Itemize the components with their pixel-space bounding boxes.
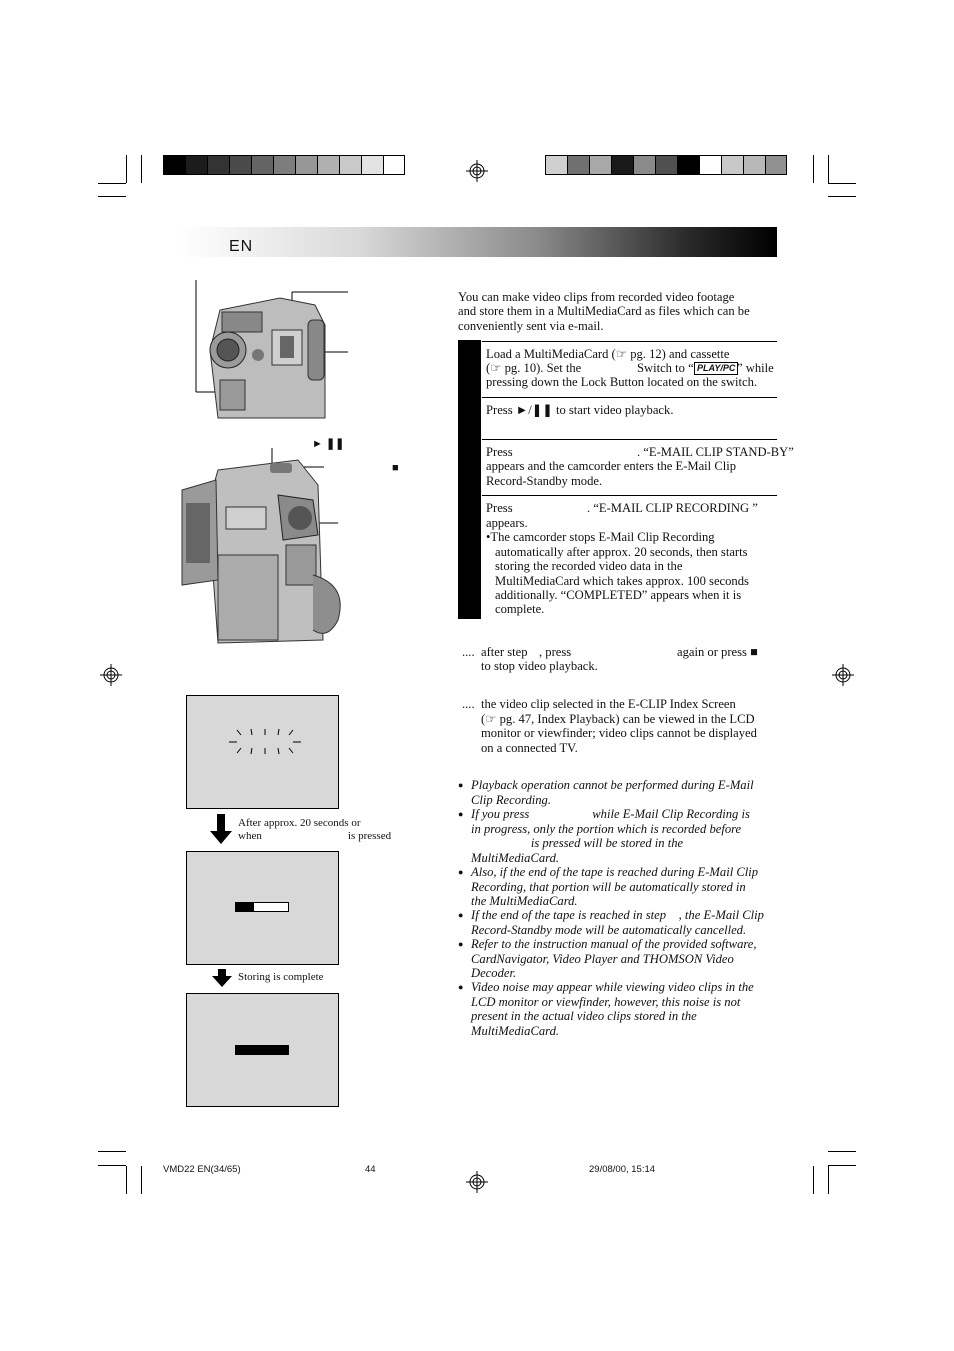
footer-file: VMD22 EN(34/65) [163, 1164, 241, 1175]
color-swatch [383, 155, 405, 175]
swatch-strip-right [545, 155, 787, 175]
stop-label: ■ [392, 462, 399, 474]
step-2-line: Press ►/❚❚ to start video playback. [486, 403, 674, 417]
stop-note-line: to stop video playback. [481, 659, 598, 673]
note-line: present in the actual video clips stored in the [471, 1009, 697, 1023]
play-pause-label: ► ❚❚ [312, 438, 345, 450]
crop-mark [126, 1166, 127, 1194]
note-bullet: ● [458, 939, 464, 949]
registration-mark-icon [832, 664, 854, 686]
stop-note-dots: .... [462, 645, 475, 659]
step-divider [482, 397, 777, 398]
note-bullet: ● [458, 910, 464, 920]
note-line: in progress, only the portion which is recorded before [471, 821, 742, 836]
intro-line: and store them in a MultiMediaCard as files which can be [458, 304, 750, 318]
color-swatch [721, 155, 743, 175]
crop-mark [828, 1151, 856, 1152]
note-line: LCD monitor or viewfinder, however, this noise is not [471, 994, 741, 1009]
step-1-line: Load a MultiMediaCard (☞ pg. 12) and cassette [486, 347, 730, 361]
storing-progress-bar [235, 902, 289, 912]
screen-caption: After approx. 20 seconds or [238, 817, 361, 829]
note-line: Refer to the instruction manual of the provided software, [471, 937, 757, 951]
note-line: MultiMediaCard. [471, 850, 560, 865]
note-line: Clip Recording. [471, 792, 551, 807]
view-note-line: monitor or viewfinder; video clips cannot be displayed [481, 726, 757, 740]
note-line: the MultiMediaCard. [471, 894, 578, 908]
note-line: CardNavigator, Video Player and THOMSON Video [471, 951, 734, 966]
registration-mark-icon [100, 664, 122, 686]
lcd-screen-storing [186, 851, 339, 965]
intro-line: conveniently sent via e-mail. [458, 319, 604, 333]
note-bullet: ● [458, 982, 464, 992]
screen-caption: when [238, 830, 262, 842]
step-divider [482, 439, 777, 440]
step-4-bullet: •The camcorder stops E-Mail Clip Recording [486, 530, 715, 544]
color-swatch [229, 155, 251, 175]
language-label: EN [229, 238, 254, 255]
color-swatch [589, 155, 611, 175]
step-3-line: Record-Standby mode. [486, 474, 603, 488]
step-1-line: Switch to “ [637, 361, 694, 375]
footer-date: 29/08/00, 15:14 [589, 1164, 656, 1175]
crop-mark [98, 196, 126, 197]
note-line: If the end of the tape is reached in step , the E-Mail Clip [471, 908, 764, 922]
color-swatch [677, 155, 699, 175]
note-line: Playback operation cannot be performed during E-Mail [471, 778, 754, 792]
step-4-line: Press [486, 501, 513, 515]
color-swatch [185, 155, 207, 175]
note-line: Also, if the end of the tape is reached during E-Mail Clip [471, 865, 759, 879]
note-line: Video noise may appear while viewing video clips in the [471, 980, 754, 994]
view-note-line: (☞ pg. 47, Index Playback) can be viewed in the LCD [481, 712, 755, 726]
step-4-bullet: additionally. “COMPLETED” appears when it is [495, 588, 742, 602]
note-bullet: ● [458, 809, 464, 819]
note-bullet: ● [458, 780, 464, 790]
note-bullet: ● [458, 867, 464, 877]
note-line: If you press while E-Mail Clip Recording is [471, 807, 750, 821]
step-number-bar [458, 340, 481, 619]
stop-note-line: , press [539, 645, 572, 659]
note-line: Decoder. [471, 966, 517, 980]
crop-mark [813, 1166, 814, 1194]
crop-mark [828, 155, 829, 183]
storing-progress-fill [236, 903, 254, 911]
step-1-line: ” while [737, 361, 774, 375]
crop-mark [98, 1165, 126, 1166]
stop-note-line: again or press ■ [677, 645, 758, 659]
intro-line: You can make video clips from recorded video footage [458, 290, 735, 304]
step-divider [482, 341, 777, 342]
color-swatch [765, 155, 787, 175]
crop-mark [98, 1151, 126, 1152]
color-swatch [567, 155, 589, 175]
crop-mark [828, 183, 856, 184]
step-3-line: . “E-MAIL CLIP STAND-BY” [637, 445, 794, 459]
step-divider [482, 495, 777, 496]
color-swatch [251, 155, 273, 175]
step-3-line: appears and the camcorder enters the E-Mail Clip [486, 459, 737, 473]
step-4-bullet: storing the recorded video data in the [495, 559, 683, 573]
crop-mark [98, 183, 126, 184]
crop-mark [813, 155, 814, 183]
arrow-down-icon [212, 969, 232, 987]
note-line: Recording, that portion will be automatically stored in [471, 879, 746, 894]
registration-mark-icon [466, 160, 488, 182]
color-swatch [743, 155, 765, 175]
step-4-line: . “E-MAIL CLIP RECORDING ” [587, 501, 758, 515]
step-4-bullet: automatically after approx. 20 seconds, then starts [495, 545, 748, 559]
crop-mark [828, 1166, 829, 1194]
step-4-bullet: complete. [495, 602, 545, 616]
stop-note-line: after step [481, 645, 528, 659]
camcorder-top-illustration [190, 280, 350, 420]
step-4-bullet: MultiMediaCard which takes approx. 100 seconds [495, 574, 749, 588]
play-pc-badge: PLAY/PC [694, 362, 738, 375]
view-note-line: on a connected TV. [481, 741, 578, 755]
color-swatch [545, 155, 567, 175]
footer-page: 44 [365, 1164, 376, 1175]
swatch-strip-left [163, 155, 405, 175]
screen-caption: Storing is complete [238, 971, 324, 983]
color-swatch [699, 155, 721, 175]
crop-mark [828, 1165, 856, 1166]
color-swatch [361, 155, 383, 175]
color-swatch [339, 155, 361, 175]
step-1-line: (☞ pg. 10). Set the [486, 361, 582, 375]
color-swatch [655, 155, 677, 175]
note-line: is pressed will be stored in the [471, 836, 684, 850]
crop-mark [141, 155, 142, 183]
arrow-down-icon [210, 814, 232, 844]
crop-mark [141, 1166, 142, 1194]
color-swatch [611, 155, 633, 175]
completed-bar [235, 1045, 289, 1055]
color-swatch [295, 155, 317, 175]
note-line: MultiMediaCard. [471, 1023, 560, 1038]
header-band [180, 227, 777, 257]
crop-mark [126, 155, 127, 183]
color-swatch [207, 155, 229, 175]
camcorder-side-illustration [178, 445, 353, 650]
step-4-line: appears. [486, 516, 528, 530]
lcd-screen-standby [186, 695, 339, 809]
step-1-line: pressing down the Lock Button located on the switch. [486, 375, 758, 389]
registration-mark-icon [466, 1171, 488, 1193]
view-note-dots: .... [462, 697, 475, 711]
color-swatch [163, 155, 185, 175]
lcd-screen-completed [186, 993, 339, 1107]
flashing-indicator-icon [225, 726, 305, 756]
view-note-line: the video clip selected in the E-CLIP Index Screen [481, 697, 736, 711]
color-swatch [633, 155, 655, 175]
color-swatch [273, 155, 295, 175]
step-3-line: Press [486, 445, 513, 459]
crop-mark [828, 196, 856, 197]
color-swatch [317, 155, 339, 175]
screen-caption: is pressed [348, 830, 392, 842]
note-line: Record-Standby mode will be automatically cancelled. [471, 922, 747, 937]
